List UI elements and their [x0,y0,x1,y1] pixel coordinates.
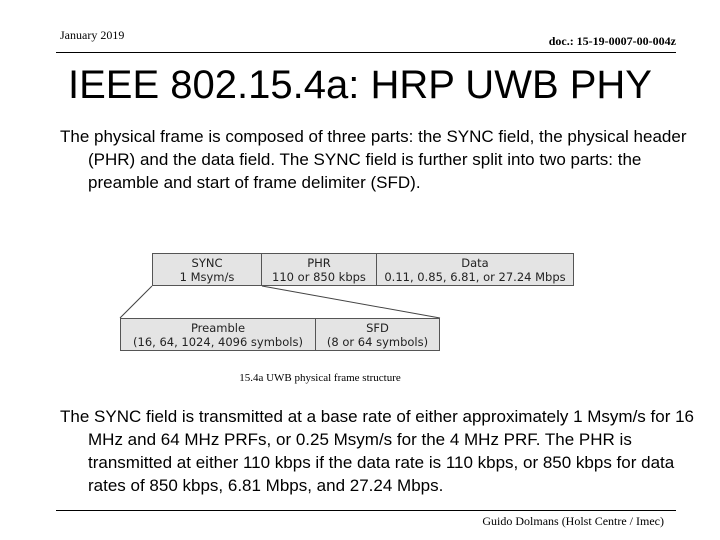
sync-rate-paragraph: The SYNC field is transmitted at a base rate of either approximately 1 Msym/s for 16 MHz and 64 MHz PRFs, or 0.25 Msym/s for the 4 MHz PRF. The PHR is transmitted at either 110 kbps if the data rate is 110 kbps, or 850 kbps for data rates of 850 kbps, 6.81 Mbps, and 27.24 Mbps. [60,407,694,495]
header-doc-id: doc.: 15-19-0007-00-004z [548,34,676,48]
phr-field-rate: 110 or 850 kbps [272,270,366,284]
preamble-symbols: (16, 64, 1024, 4096 symbols) [133,335,303,349]
sync-field-name: SYNC [191,256,223,270]
sync-field-rate: 1 Msym/s [179,270,235,284]
phr-field-cell [261,253,377,286]
preamble-name: Preamble [190,321,246,335]
data-field-name: Data [461,256,489,270]
data-field-cell [376,253,574,286]
phr-field-name: PHR [307,256,331,270]
sync-field-cell [152,253,262,286]
sfd-name: SFD [366,321,389,335]
footer-author: Guido Dolmans (Holst Centre / Imec) [482,514,664,528]
data-field-rate: 0.11, 0.85, 6.81, or 27.24 Mbps [384,270,566,284]
header-date: January 2019 [60,28,125,42]
preamble-cell [120,318,316,351]
sfd-cell [315,318,440,351]
diagram-caption: 15.4a UWB physical frame structure [239,372,401,384]
intro-paragraph: The physical frame is composed of three parts: the SYNC field, the physical header (PHR) and the data field. The SYNC field is further split into two parts: the preamble and start of frame delimiter (SFD). [60,127,687,192]
footer-divider [56,510,676,511]
sfd-symbols: (8 or 64 symbols) [326,335,429,349]
slide-title: IEEE 802.15.4a: HRP UWB PHY [68,63,652,107]
header-divider [56,52,676,53]
